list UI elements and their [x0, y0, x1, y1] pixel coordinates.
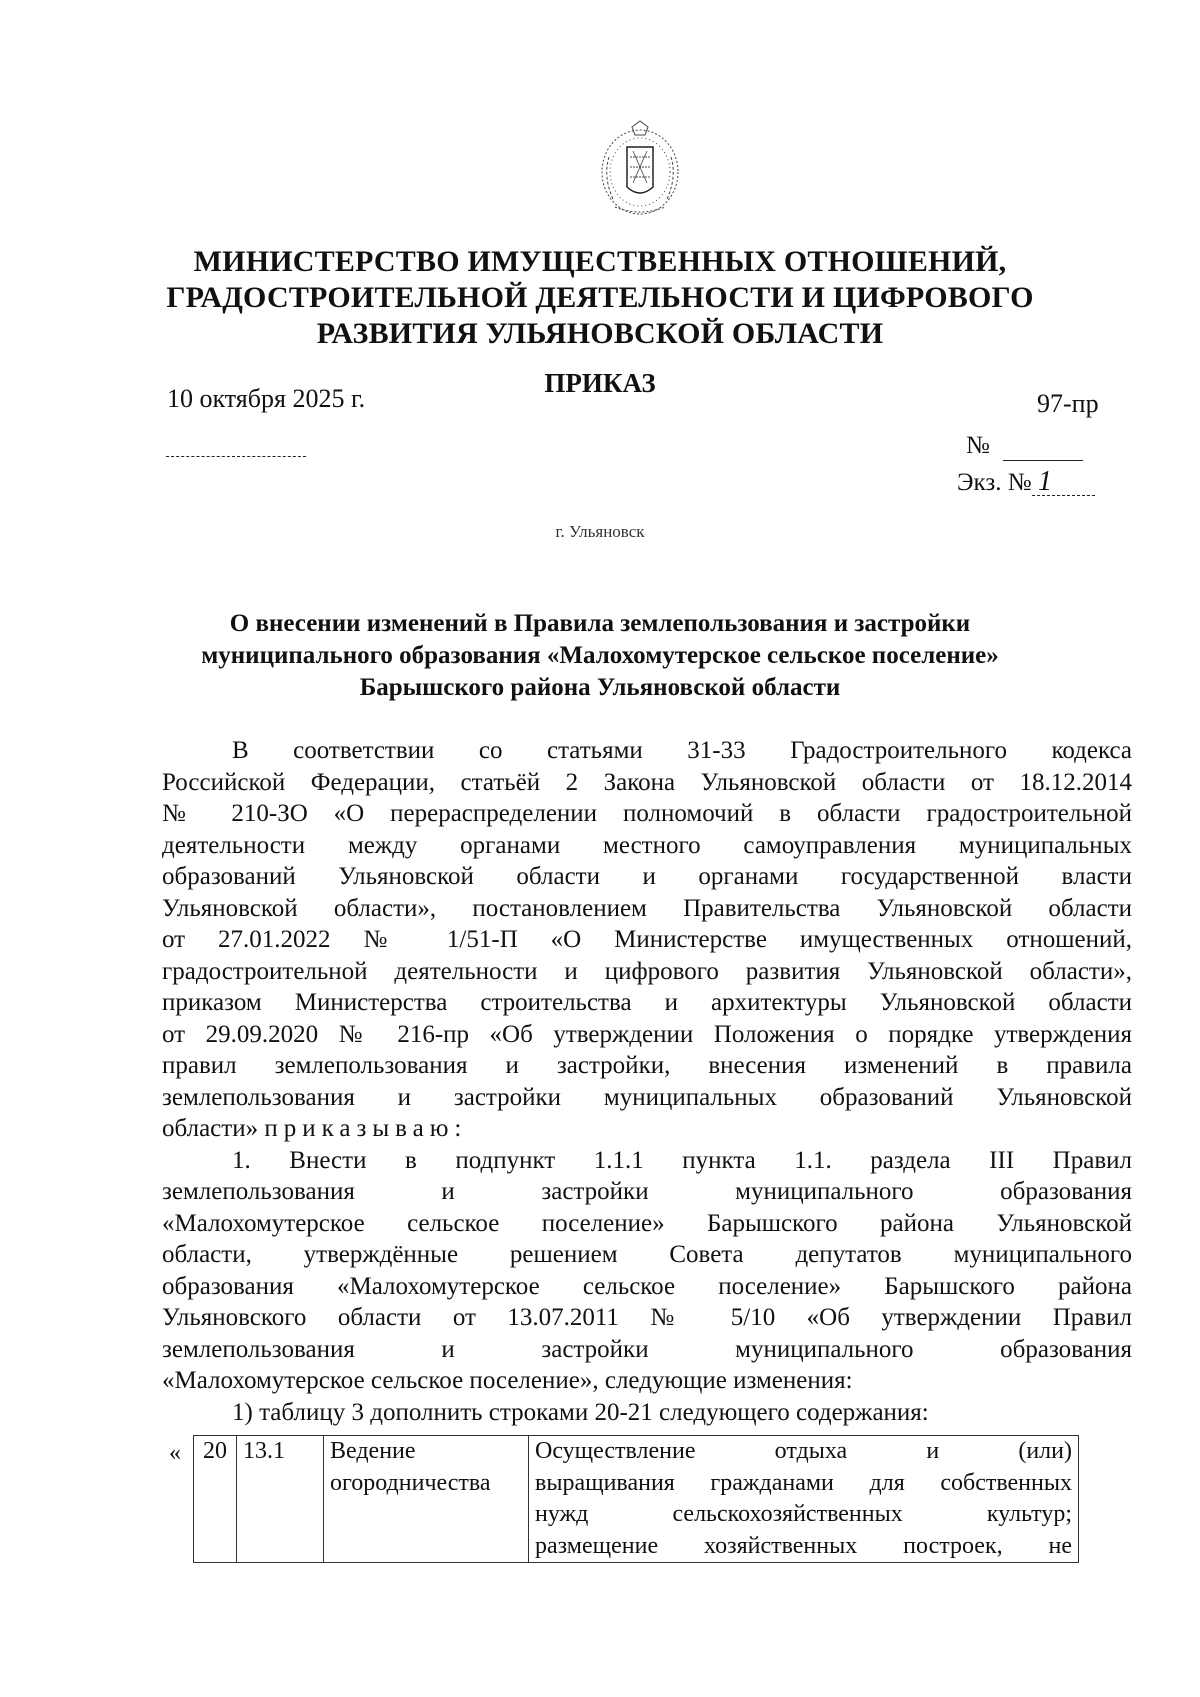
body-line: землепользования и застройки муниципального образования — [162, 1178, 1132, 1205]
city: г. Ульяновск — [555, 522, 645, 541]
order-word: приказываю: — [264, 1115, 468, 1142]
body-line: № 210-ЗО «О перераспределении полномочий в области градостроительной — [162, 800, 1132, 827]
title-line: Барышского района Ульяновской области — [359, 674, 841, 701]
document-type: ПРИКАЗ — [544, 368, 656, 398]
body-line: Ульяновского области от 13.07.2011 № 5/10 «Об утверждении Правил — [162, 1304, 1132, 1331]
row-description-line: нужд сельскохозяйственных культур; — [535, 1501, 1072, 1527]
ministry-line: РАЗВИТИЯ УЛЬЯНОВСКОЙ ОБЛАСТИ — [316, 317, 884, 350]
body-line — [162, 1113, 1132, 1145]
row-code: 13.1 — [237, 1436, 324, 1563]
row-description — [529, 1436, 1079, 1563]
document-title — [0, 608, 1200, 704]
body-line: землепользования и застройки муниципального образования — [162, 1335, 1132, 1363]
ministry-line: ГРАДОСТРОИТЕЛЬНОЙ ДЕЯТЕЛЬНОСТИ И ЦИФРОВОГО — [166, 281, 1034, 314]
document-body — [162, 735, 1132, 1428]
body-line: 1. Внести в подпункт 1.1.1 пункта 1.1. раздела III Правил — [232, 1146, 1132, 1174]
copy-label: Экз. № — [957, 469, 1032, 496]
body-line: «Малохомутерское сельское поселение» Барышского района Ульяновской — [162, 1209, 1132, 1237]
body-line: области, утверждённые решением Совета депутатов муниципального — [162, 1241, 1132, 1268]
copy-number: 1 — [1038, 466, 1052, 497]
row-description-line: Осуществление отдыха и (или) — [535, 1438, 1072, 1464]
table-open-quote: « — [169, 1440, 181, 1466]
title-line: О внесении изменений в Правила землепользования и застройки — [229, 610, 971, 637]
body-line: Российской Федерации, статьёй 2 Закона Ульяновской области от 18.12.2014 — [162, 768, 1132, 796]
land-use-table — [193, 1435, 1079, 1563]
row-number: 20 — [194, 1436, 237, 1563]
document-number: 97-пр — [1037, 389, 1099, 418]
body-line: от 27.01.2022 № 1/51-П «О Министерстве имущественных отношений, — [162, 926, 1132, 953]
body-line: правил землепользования и застройки, внесения изменений в правила — [162, 1052, 1132, 1079]
body-line: деятельности между органами местного самоуправления муниципальных — [162, 831, 1132, 859]
body-line: Ульяновской области», постановлением Правительства Ульяновской области — [162, 894, 1132, 922]
coat-of-arms-icon — [597, 117, 683, 219]
row-name-line: огородничества — [330, 1469, 491, 1496]
body-line: от 29.09.2020 № 216-пр «Об утверждении Положения о порядке утверждения — [162, 1020, 1132, 1048]
body-line: образования «Малохомутерское сельское поселение» Барышского района — [162, 1272, 1132, 1300]
ministry-line: МИНИСТЕРСТВО ИМУЩЕСТВЕННЫХ ОТНОШЕНИЙ, — [193, 245, 1007, 278]
body-line: землепользования и застройки муниципальных образований Ульяновской — [162, 1083, 1132, 1111]
body-text: области» — [162, 1115, 259, 1142]
table-row — [194, 1436, 1079, 1563]
body-line: градостроительной деятельности и цифрового развития Ульяновской области», — [162, 957, 1132, 985]
copy-underline — [1032, 495, 1095, 496]
body-line: приказом Министерства строительства и архитектуры Ульяновской области — [162, 989, 1132, 1016]
title-line: муниципального образования «Малохомутерское сельское поселение» — [201, 642, 999, 669]
body-line: образований Ульяновской области и органами государственной власти — [162, 863, 1132, 890]
body-line: 1) таблицу 3 дополнить строками 20-21 следующего содержания: — [232, 1398, 929, 1426]
body-line: В соответствии со статьями 31-33 Градостроительного кодекса — [232, 737, 1132, 764]
row-name — [324, 1436, 529, 1563]
number-label: № — [966, 432, 990, 459]
row-description-line: размещение хозяйственных построек, не — [535, 1532, 1072, 1559]
document-date: 10 октября 2025 г. — [167, 384, 366, 413]
date-underline — [166, 456, 306, 457]
body-line: «Малохомутерское сельское поселение», следующие изменения: — [162, 1367, 853, 1394]
row-name-line: Ведение — [330, 1438, 416, 1464]
ministry-name — [0, 244, 1200, 352]
number-underline — [1003, 460, 1083, 461]
row-description-line: выращивания гражданами для собственных — [535, 1469, 1072, 1496]
